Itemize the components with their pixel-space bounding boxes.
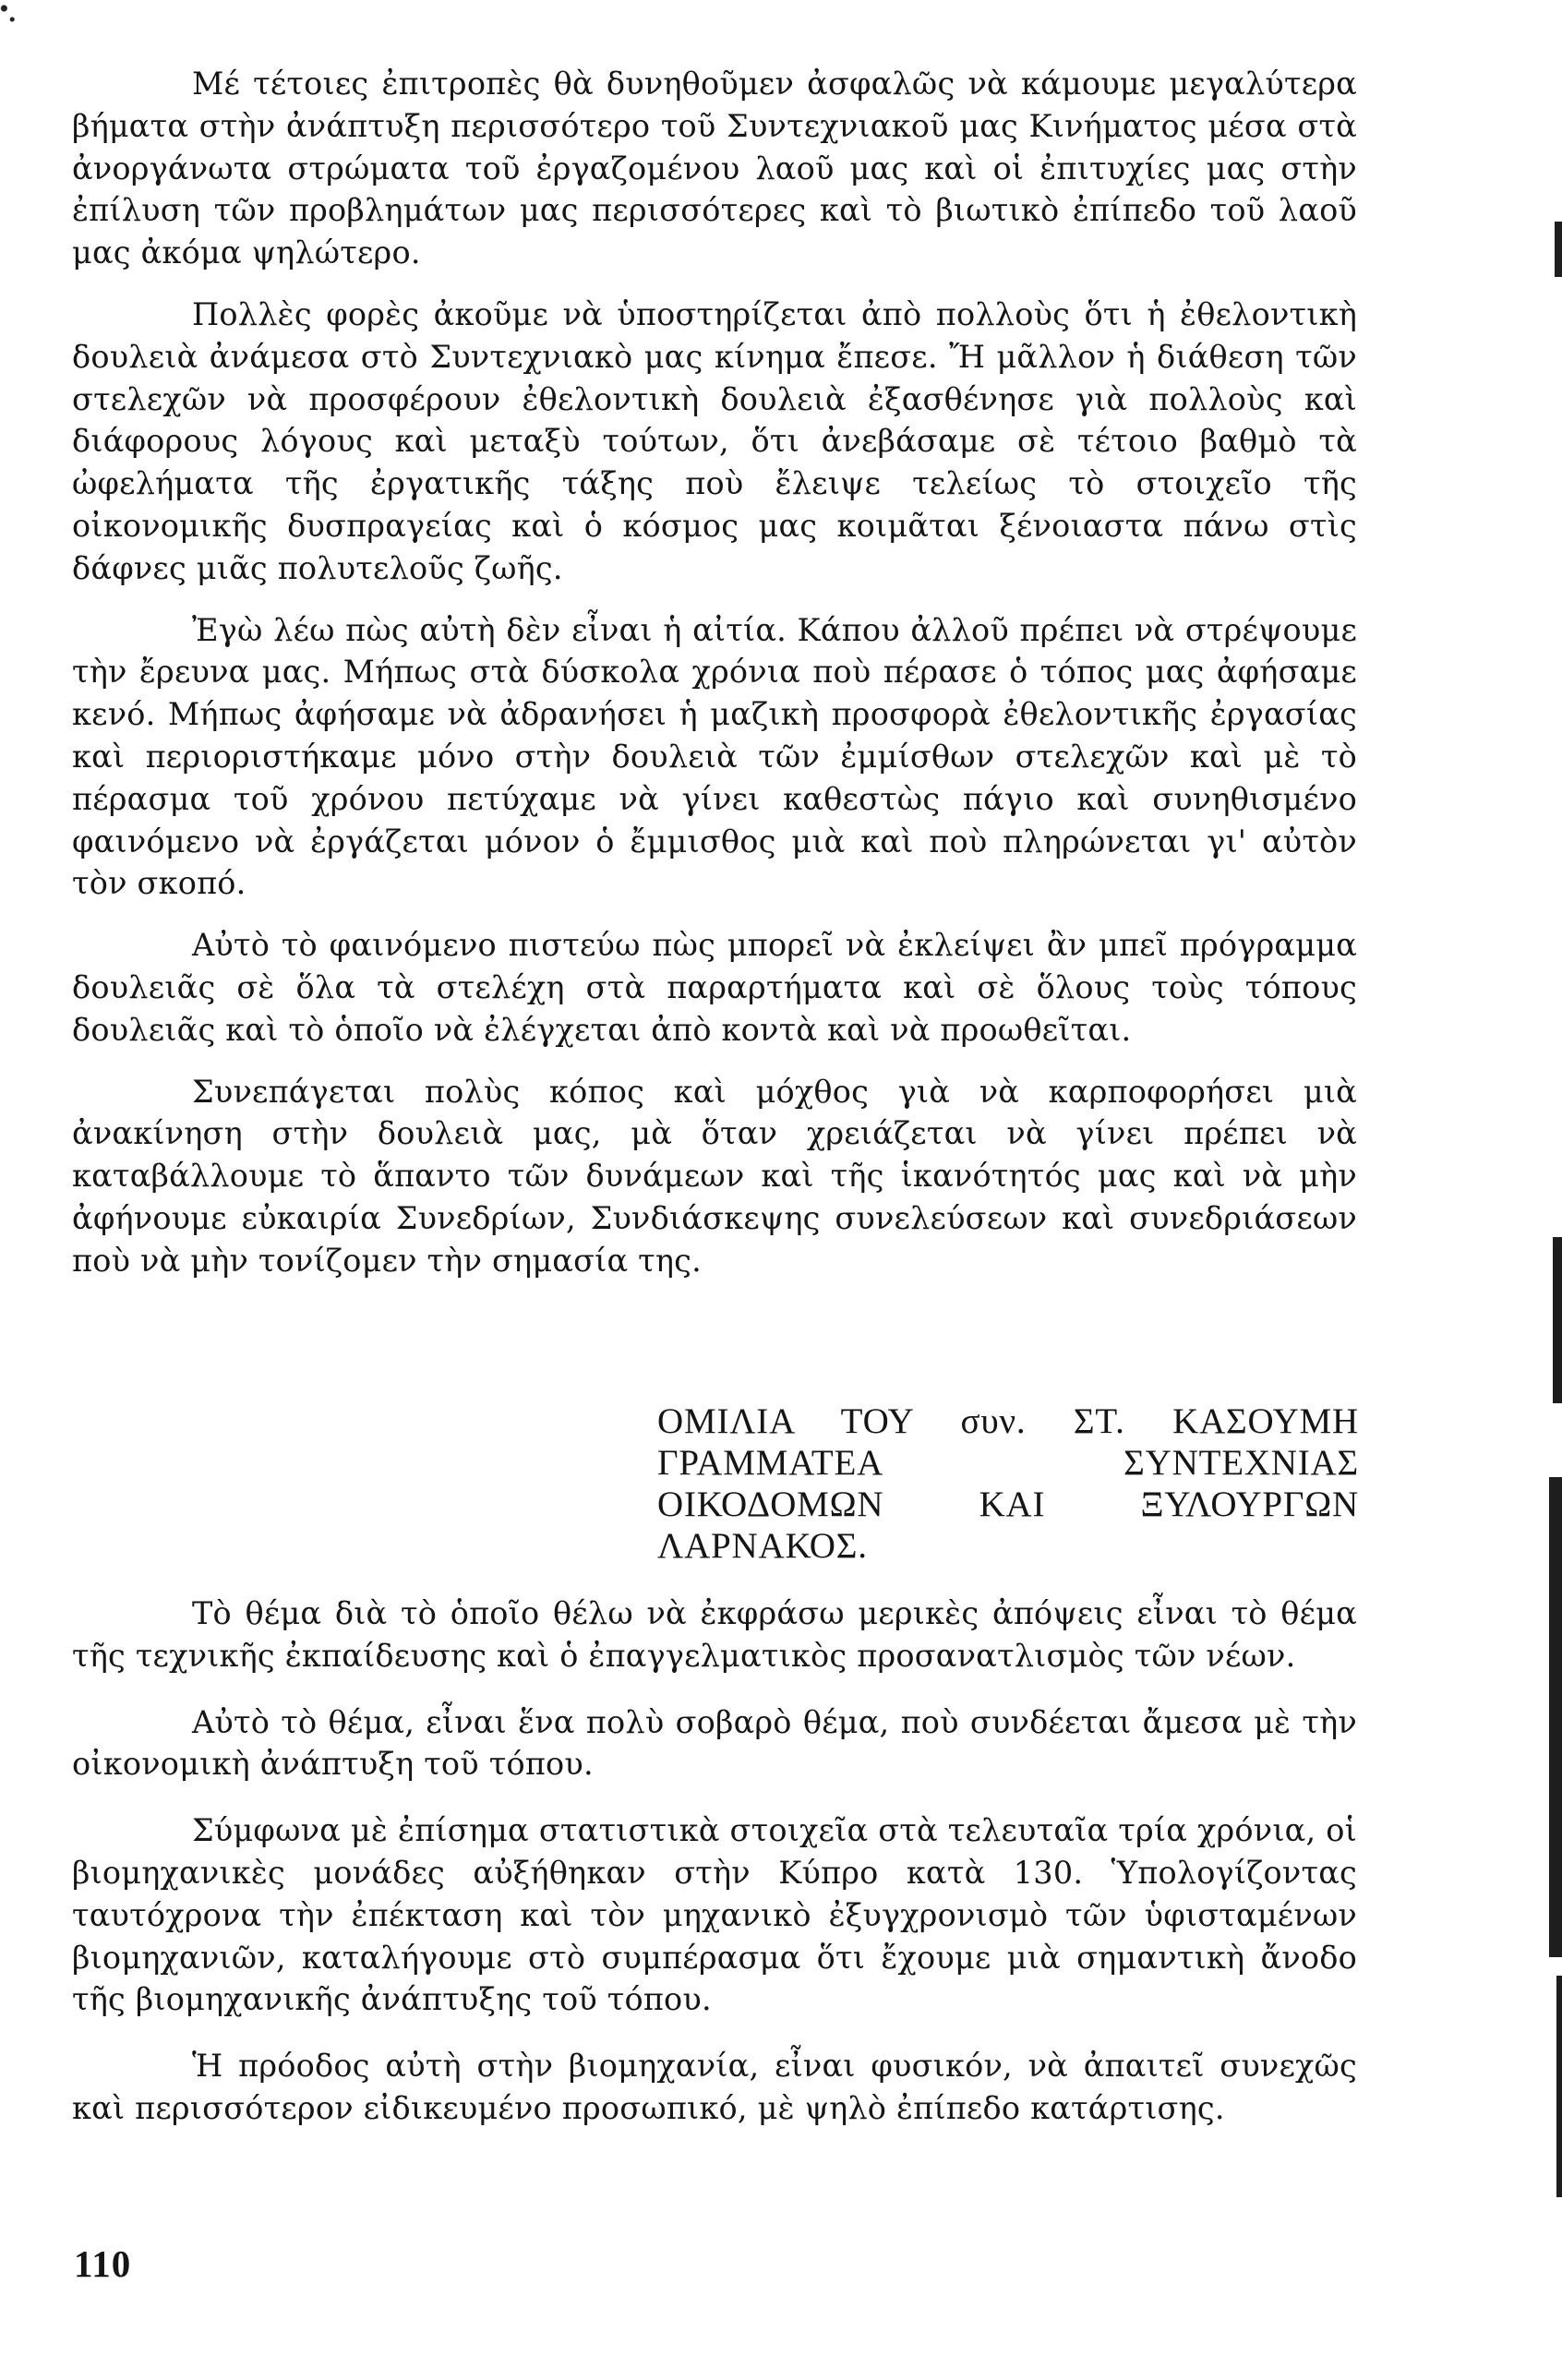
speech-heading: ΟΜΙΛΙΑ ΤΟΥ συν. ΣΤ. ΚΑΣΟΥΜΗ ΓΡΑΜΜΑΤΕΑ ΣΥΝΤΕΧΝΙΑΣ ΟΙΚΟΔΟΜΩΝ ΚΑΙ ΞΥΛΟΥΡΓΩΝ ΛΑΡΝΑΚΟΣ. <box>657 1401 1359 1566</box>
scan-edge-shadow <box>1553 1237 1562 1403</box>
paragraph: Μέ τέτοιες ἐπιτροπὲς θὰ δυνηθοῦμεν ἀσφαλῶς νὰ κάμουμε μεγαλύτερα βήματα στὴν ἀνάπτυξη περισσότερο τοῦ Συντεχνιακοῦ μας Κινήματος μέσα στὰ ἀνοργάνωτα στρώματα τοῦ ἐργαζομένου λαοῦ μας καὶ οἱ ἐπιτυχίες μας στὴν ἐπίλυση τῶν προβλημάτων μας περισσότερες καὶ τὸ βιωτικὸ ἐπίπεδο τοῦ λαοῦ μας ἀκόμα ψηλώτερο. <box>72 66 1357 271</box>
scan-edge-shadow <box>1556 1976 1562 2197</box>
paragraph: Σύμφωνα μὲ ἐπίσημα στατιστικὰ στοιχεῖα στὰ τελευταῖα τρία χρόνια, οἱ βιομηχανικὲς μονάδες αὐξήθηκαν στὴν Κύπρο κατὰ 130. Ὑπολογίζοντας ταυτόχρονα τὴν ἐπέκταση καὶ τὸν μηχανικὸ ἐξυγχρονισμὸ τῶν ὑφισταμένων βιομηχανιῶν, καταλήγουμε στὸ συμπέρασμα ὅτι ἔχουμε μιὰ σημαντικὴ ἄνοδο τῆς βιομηχανικῆς ἀνάπτυξης τοῦ τόπου. <box>72 1812 1357 2018</box>
paragraph: Συνεπάγεται πολὺς κόπος καὶ μόχθος γιὰ νὰ καρποφορήσει μιὰ ἀνακίνηση στὴν δουλειὰ μας, μὰ ὅταν χρειάζεται νὰ γίνει πρέπει νὰ καταβάλλουμε τὸ ἅπαντο τῶν δυνάμεων καὶ τῆς ἱκανότητός μας καὶ νὰ μὴν ἀφήνουμε εὐκαιρία Συνεδρίων, Συνδιάσκεψης συνελεύσεων καὶ συνεδριάσεων ποὺ νὰ μὴν τονίζομεν τὴν σημασία της. <box>72 1073 1357 1279</box>
paragraph: Ἡ πρόοδος αὐτὴ στὴν βιομηχανία, εἶναι φυσικόν, νὰ ἀπαιτεῖ συνεχῶς καὶ περισσότερον εἰδικευμένο προσωπικό, μὲ ψηλὸ ἐπίπεδο κατάρτισης. <box>72 2048 1357 2126</box>
paragraph: Πολλὲς φορὲς ἀκοῦμε νὰ ὑποστηρίζεται ἀπὸ πολλοὺς ὅτι ἡ ἐθελοντικὴ δουλειὰ ἀνάμεσα στὸ Συντεχνιακὸ μας κίνημα ἔπεσε. Ἤ μᾶλλον ἡ διάθεση τῶν στελεχῶν νὰ προσφέρουν ἐθελοντικὴ δουλειὰ ἐξασθένησε γιὰ πολλοὺς καὶ διάφορους λόγους καὶ μεταξὺ τούτων, ὅτι ἀνεβάσαμε σὲ τέτοιο βαθμὸ τὰ ὠφελήματα τῆς ἐργατικῆς τάξης ποὺ ἔλειψε τελείως τὸ στοιχεῖο τῆς οἰκονομικῆς δυσπραγείας καὶ ὁ κόσμος μας κοιμᾶται ξένοιαστα πάνω στὶς δάφνες μιᾶς πολυτελοῦς ζωῆς. <box>72 295 1357 586</box>
paragraph: Αὐτὸ τὸ φαινόμενο πιστεύω πὼς μπορεῖ νὰ ἐκλείψει ἂν μπεῖ πρόγραμμα δουλειᾶς σὲ ὅλα τὰ στελέχη στὰ παραρτήματα καὶ σὲ ὅλους τοὺς τόπους δουλειᾶς καὶ τὸ ὁποῖο νὰ ἐλέγχεται ἀπὸ κοντὰ καὶ νὰ προωθεῖται. <box>72 927 1357 1048</box>
scan-edge-shadow <box>1555 222 1562 277</box>
body-text-section-2 <box>72 1593 1357 2154</box>
body-text-section-1 <box>72 63 1357 1302</box>
paragraph: Αὐτὸ τὸ θέμα, εἶναι ἕνα πολὺ σοβαρὸ θέμα, ποὺ συνδέεται ἄμεσα μὲ τὴν οἰκονομικὴ ἀνάπτυξη τοῦ τόπου. <box>72 1703 1357 1783</box>
paragraph: Τὸ θέμα διὰ τὸ ὁποῖο θέλω νὰ ἐκφράσω μερικὲς ἀπόψεις εἶναι τὸ θέμα τῆς τεχνικῆς ἐκπαίδευσης καὶ ὁ ἐπαγγελματικὸς προσανατλισμὸς τῶν νέων. <box>72 1595 1357 1674</box>
paragraph: Ἐγὼ λέω πὼς αὐτὴ δὲν εἶναι ἡ αἰτία. Κάπου ἀλλοῦ πρέπει νὰ στρέψουμε τὴν ἔρευνα μας. Μήπως στὰ δύσκολα χρόνια ποὺ πέρασε ὁ τόπος μας ἀφήσαμε κενό. Μήπως ἀφήσαμε νὰ ἀδρανήσει ἡ μαζικὴ προσφορὰ ἐθελοντικῆς ἐργασίας καὶ περιοριστήκαμε μόνο στὴν δουλειὰ τῶν ἐμμίσθων στελεχῶν καὶ μὲ τὸ πέρασμα τοῦ χρόνου πετύχαμε νὰ γίνει καθεστὼς πάγιο καὶ συνηθισμένο φαινόμενο νὰ ἐργάζεται μόνον ὁ ἔμμισθος μιὰ καὶ ποὺ πληρώνεται γι' αὐτὸν τὸν σκοπό. <box>72 611 1357 902</box>
scan-artifact <box>0 0 20 28</box>
scan-edge-shadow <box>1549 1477 1562 1957</box>
page-number: 110 <box>74 2242 132 2285</box>
